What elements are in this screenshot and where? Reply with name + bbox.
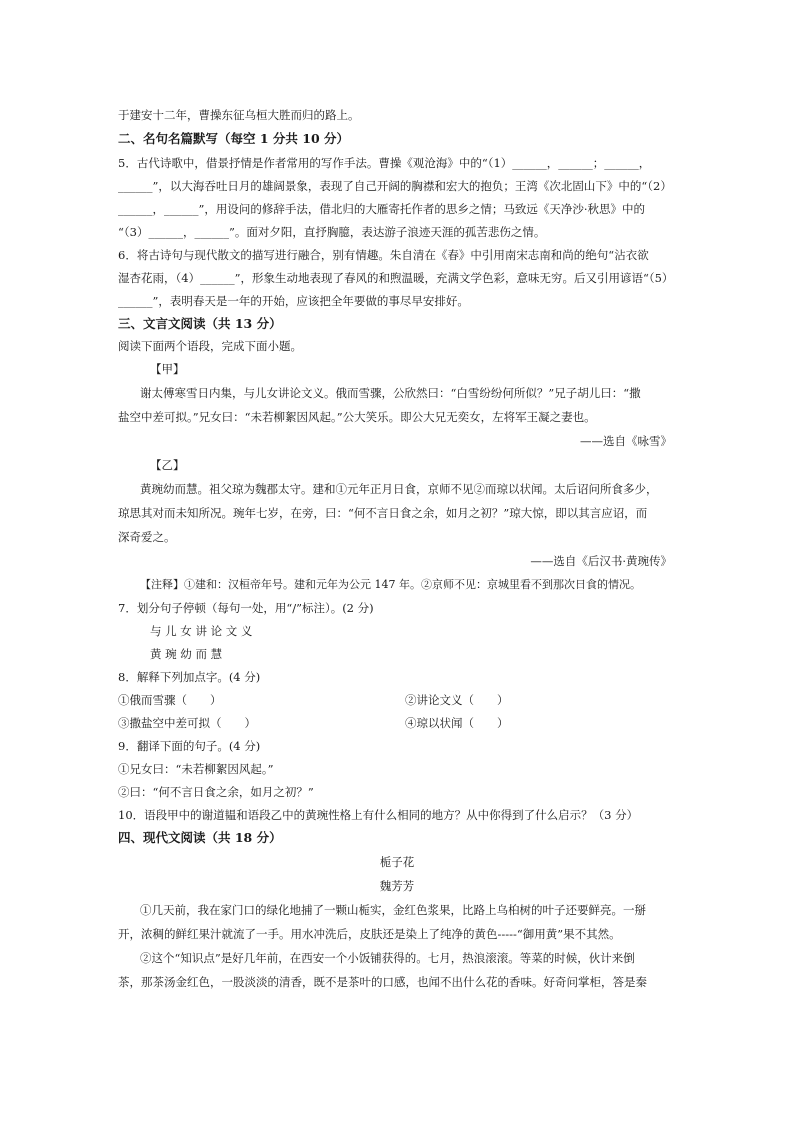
article-para-1a: ①几天前，我在家门口的绿化地捕了一颗山栀实，金红色浆果，比路上乌桕树的叶子还要鲜亮。一掰 [140,903,646,917]
q6-line-3: ______”，表明春天是一年的开始，应该把全年要做的事尽早安排好。 [118,294,469,308]
q8-item-2: ②讲论文义（ ） [405,693,509,707]
section2-title: 二、名句名篇默写（每空 1 分共 10 分） [118,131,350,146]
q10-prompt: 10．语段甲中的谢道韫和语段乙中的黄琬性格上有什么相同的地方？从中你得到了什么启示？（3 分） [118,808,639,822]
article-author: 魏芳芳 [379,879,415,893]
yi-label: 【乙】 [150,458,185,472]
yi-text-1: 黄琬幼而慧。祖父琼为魏郡太守。建和①元年正月日食，京师不见②而琼以状闻。太后诏问所食多少， [140,482,658,496]
q9-sentence-2: ②曰：“何不言日食之余，如月之初？” [118,785,314,799]
intro-line: 于建安十二年，曹操东征乌桓大胜而归的路上。 [118,108,360,122]
q5-line-4: “（3）______，______”。面对夕阳，直抒胸臆，表达游子浪迹天涯的孤苦悲伤之情。 [118,225,546,239]
q7-prompt: 7．划分句子停顿（每句一处，用“/”标注）。(2 分) [118,601,374,615]
q8-prompt: 8．解释下列加点字。(4 分) [118,670,261,684]
jia-text-1: 谢太傅寒雪日内集，与儿女讲论文义。俄而雪骤，公欣然曰：“白雪纷纷何所似？”兄子胡儿曰：“撒 [140,386,641,400]
section3-instruction: 阅读下面两个语段，完成下面小题。 [118,339,302,353]
q7-sentence-a: 与 儿 女 讲 论 文 义 [150,624,253,638]
yi-text-2: 琼思其对而未知所况。琬年七岁，在旁，曰：“何不言日食之余，如月之初？”琼大惊，即以其言应诏，而 [118,506,648,520]
article-para-2a: ②这个“知识点”是好几年前，在西安一个小饭铺获得的。七月，热浪滚滚。等菜的时候，伙计来倒 [140,951,635,965]
jia-source: ——选自《咏雪》 [580,434,672,448]
yi-text-3: 深奇爱之。 [118,530,176,544]
q8-item-3: ③撒盐空中差可拟（ ） [118,716,256,730]
annotation-note: 【注释】①建和：汉桓帝年号。建和元年为公元 147 年。②京师不见：京城里看不到那次日食的情况。 [140,578,641,591]
article-para-1b: 开，浓稠的鲜红果汁就流了一手。用水冲洗后，皮肤还是染上了纯净的黄色-----“御用黄”果不其然。 [118,927,621,941]
section4-title: 四、现代文阅读（共 18 分） [118,830,282,845]
q9-prompt: 9．翻译下面的句子。(4 分) [118,739,261,753]
article-title: 栀子花 [379,855,415,869]
q7-sentence-b: 黄 琬 幼 而 慧 [150,647,223,661]
jia-label: 【甲】 [150,362,185,376]
jia-text-2: 盐空中差可拟。”兄女曰：“未若柳絮因风起。”公大笑乐。即公大兄无奕女，左将军王凝之妻也。 [118,410,596,424]
yi-source: ——选自《后汉书·黄琬传》 [530,554,672,568]
q6-line-2: 湿杏花雨，（4）______”，形象生动地表现了春风的和煦温暖，充满文学色彩，意味无穷。后又引用谚语“（5） [118,271,674,285]
q8-item-1: ①俄而雪骤（ ） [118,693,222,707]
q5-line-1: 5．古代诗歌中，借景抒情是作者常用的写作手法。曹操《观沧海》中的“（1）______，______；______， [118,156,651,170]
q6-line-1: 6．将古诗句与现代散文的描写进行融合，别有情趣。朱自清在《春》中引用南宋志南和尚的绝句“沾衣欲 [118,248,649,262]
article-para-2b: 茶，那茶汤金红色，一股淡淡的清香，既不是茶叶的口感，也闻不出什么花的香味。好奇问掌柜，答是秦 [118,975,647,989]
q8-item-4: ④琼以状闻（ ） [405,716,509,730]
q5-line-3: ______，______”，用设问的修辞手法，借北归的大雁寄托作者的思乡之情；马致远《天净沙·秋思》中的 [118,202,646,216]
q5-line-2: ______”，以大海吞吐日月的雄阔景象，表现了自己开阔的胸襟和宏大的抱负；王湾《次北固山下》中的“（2） [118,179,672,193]
section3-title: 三、文言文阅读（共 13 分） [118,316,282,331]
q9-sentence-1: ①兄女曰：“未若柳絮因风起。” [118,762,274,776]
